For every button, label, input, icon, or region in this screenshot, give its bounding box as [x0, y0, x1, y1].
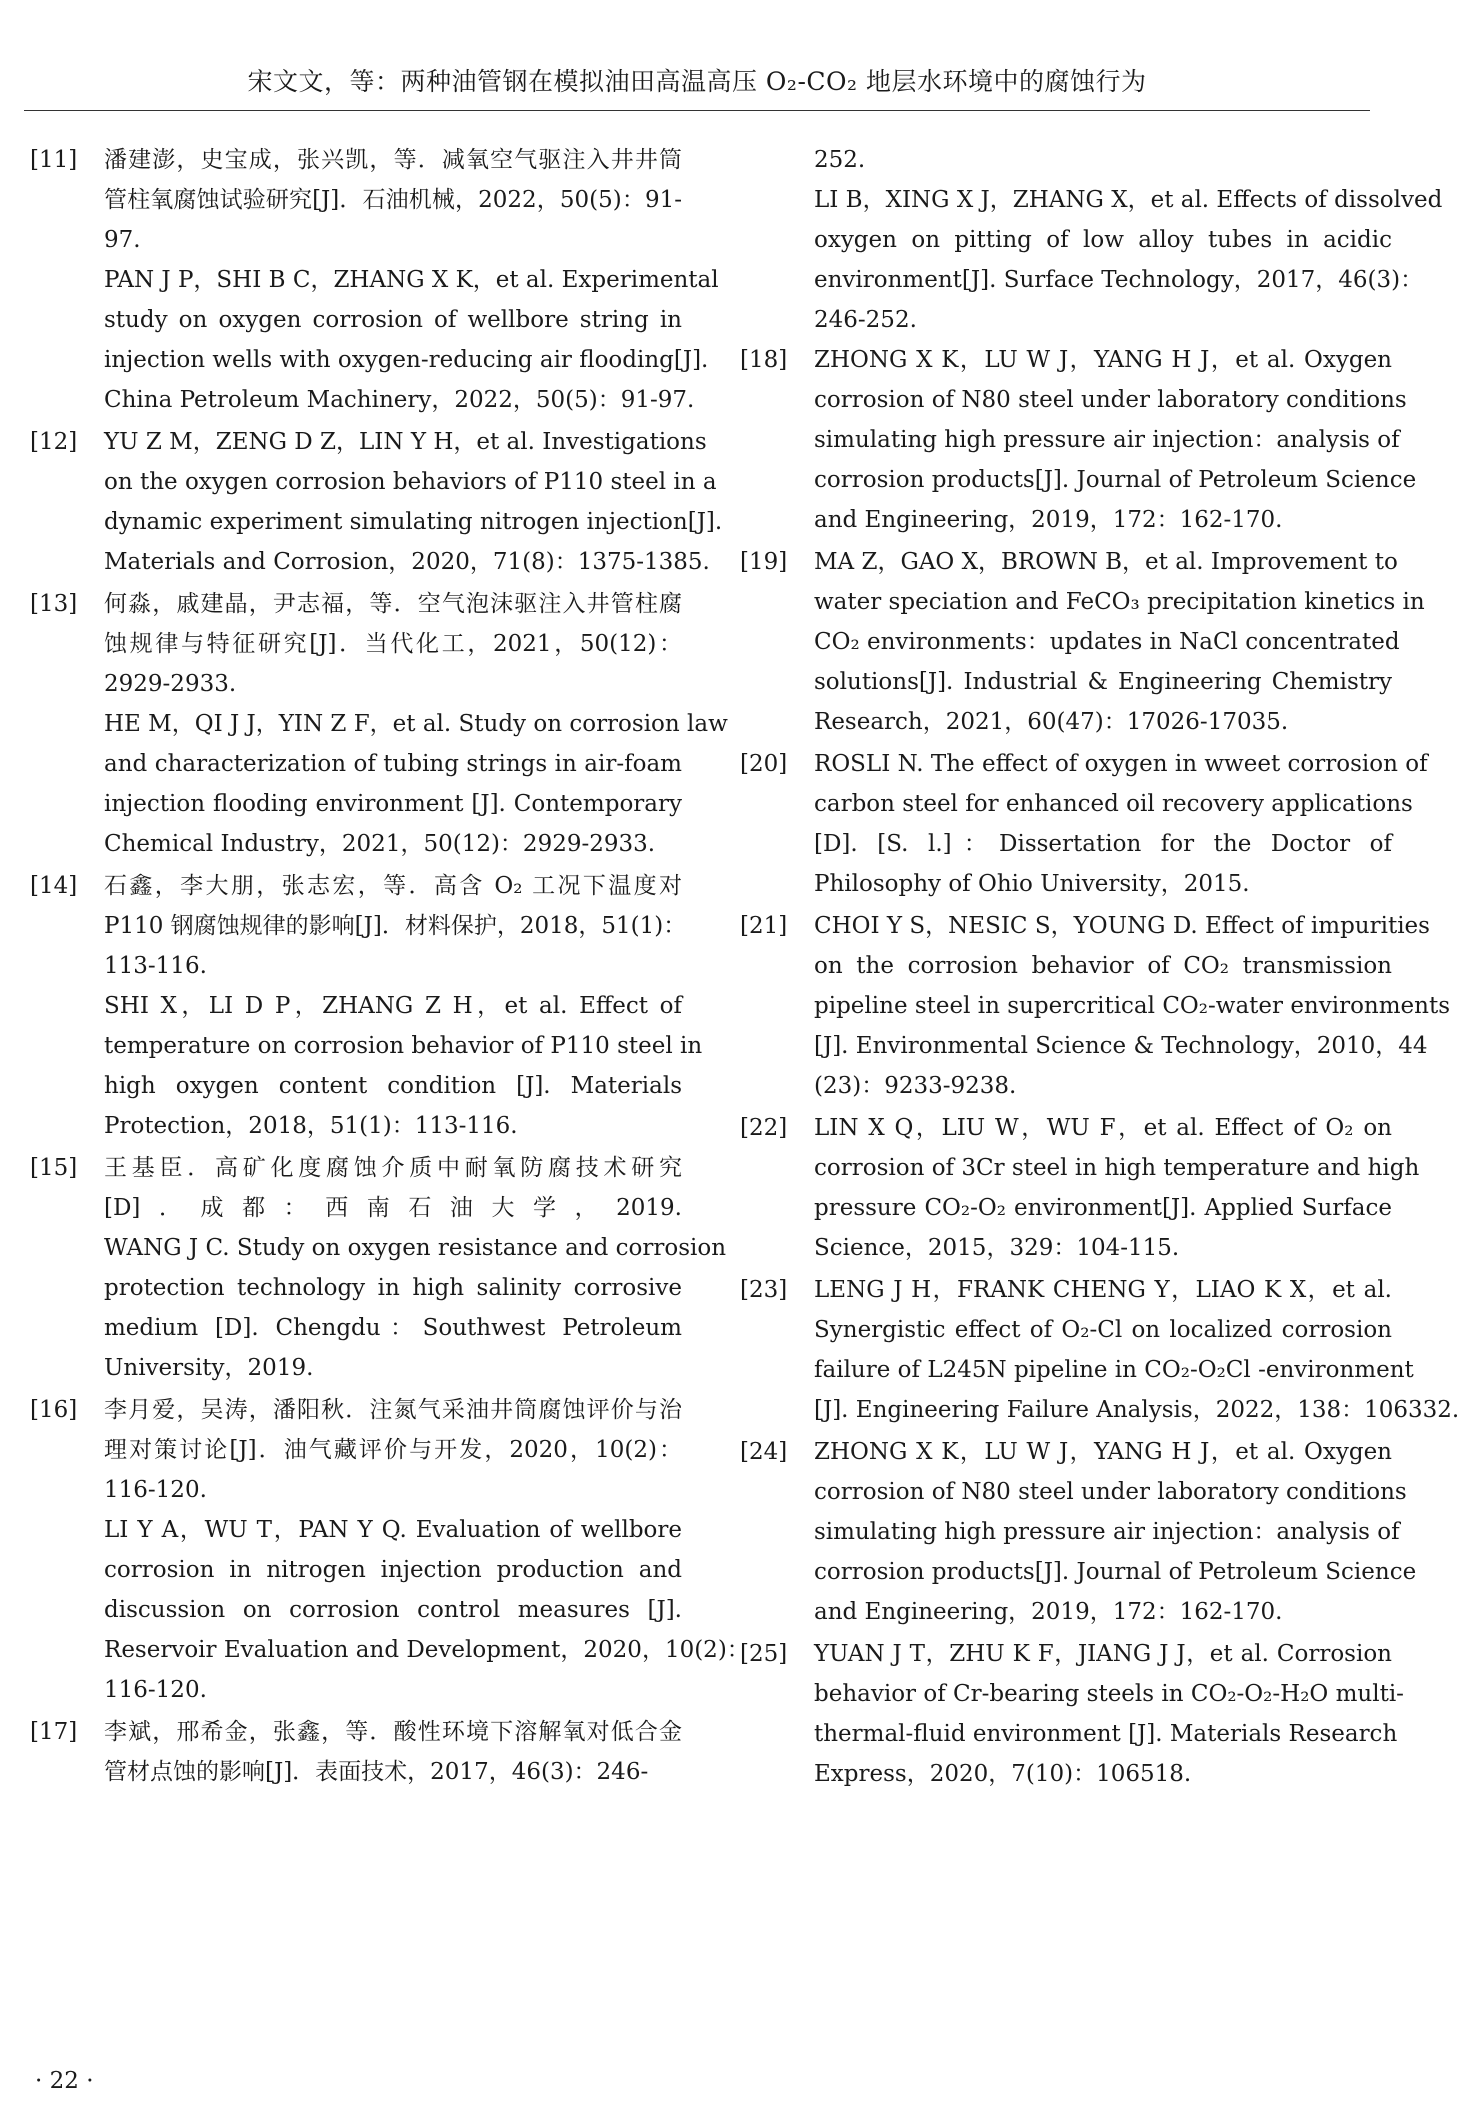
reference-line: pressure CO₂-O₂ environment[J]. Applied Surface: [814, 1195, 1392, 1221]
reference-number: [19]: [740, 549, 788, 575]
reference-line: ZHONG X K，LU W J，YANG H J，et al. Oxygen: [814, 347, 1392, 373]
reference-line: discussion on corrosion control measures [J].: [104, 1597, 682, 1623]
reference-line: ZHONG X K，LU W J，YANG H J，et al. Oxygen: [814, 1439, 1392, 1465]
reference-line: simulating high pressure air injection：analysis of: [814, 1519, 1400, 1545]
reference-line: 李斌，邢希金，张鑫，等．酸性环境下溶解氧对低合金: [104, 1719, 682, 1745]
reference-number: [20]: [740, 751, 788, 777]
reference-line: P110 钢腐蚀规律的影响[J]．材料保护，2018，51(1)：: [104, 913, 687, 939]
reference-line: 理对策讨论[J]．油气藏评价与开发，2020，10(2)：: [104, 1437, 682, 1463]
reference-text: [814, 542, 1425, 742]
reference-line: MA Z，GAO X，BROWN B，et al. Improvement to: [814, 549, 1398, 575]
reference-line: on the oxygen corrosion behaviors of P110 steel in a: [104, 469, 717, 495]
reference-text: [814, 1108, 1420, 1268]
reference-number: [25]: [740, 1641, 788, 1667]
reference-line: (23)：9233-9238.: [814, 1073, 1017, 1099]
reference-line: 116-120.: [104, 1677, 207, 1703]
reference-line: corrosion of N80 steel under laboratory conditions: [814, 1479, 1407, 1505]
reference-line: corrosion of N80 steel under laboratory conditions: [814, 387, 1407, 413]
reference-line: HE M，QI J J，YIN Z F，et al. Study on corrosion law: [104, 711, 728, 737]
reference-line: 潘建澎，史宝成，张兴凯，等．减氧空气驱注入井井筒: [104, 147, 682, 173]
reference-line: behavior of Cr-bearing steels in CO₂-O₂-H₂O multi-: [814, 1681, 1404, 1707]
reference-line: injection wells with oxygen-reducing air flooding[J].: [104, 347, 709, 373]
reference-entry: [30, 866, 703, 1146]
reference-line: water speciation and FeCO₃ precipitation kinetics in: [814, 589, 1425, 615]
reference-line: and Engineering，2019，172：162-170.: [814, 507, 1283, 533]
references-left-column: [30, 140, 750, 1794]
reference-line: environment[J]. Surface Technology，2017，46(3)：: [814, 267, 1424, 293]
reference-line: simulating high pressure air injection：analysis of: [814, 427, 1400, 453]
reference-text: [814, 340, 1417, 540]
reference-line: University，2019.: [104, 1355, 314, 1381]
reference-entry: [30, 1390, 750, 1710]
reference-line: high oxygen content condition [J]. Materials: [104, 1073, 682, 1099]
reference-text: [814, 906, 1451, 1106]
reference-text: [104, 140, 719, 420]
reference-entry: [740, 1270, 1459, 1430]
reference-entry: [740, 1108, 1420, 1268]
reference-text: [104, 422, 723, 582]
reference-number: [16]: [30, 1397, 78, 1423]
reference-line: SHI X，LI D P，ZHANG Z H，et al. Effect of: [104, 993, 682, 1019]
reference-line: on the corrosion behavior of CO₂ transmission: [814, 953, 1392, 979]
reference-entry: [30, 140, 719, 420]
reference-number: [17]: [30, 1719, 78, 1745]
reference-number: [13]: [30, 591, 78, 617]
reference-line: 252.: [814, 147, 866, 173]
reference-line: 97.: [104, 227, 141, 253]
reference-number: [18]: [740, 347, 788, 373]
reference-line: China Petroleum Machinery，2022，50(5)：91-97.: [104, 387, 695, 413]
reference-line: corrosion in nitrogen injection production and: [104, 1557, 682, 1583]
reference-line: 李月爱，吴涛，潘阳秋．注氮气采油井筒腐蚀评价与治: [104, 1397, 682, 1423]
reference-line: corrosion products[J]. Journal of Petroleum Science: [814, 467, 1417, 493]
reference-line: 2929-2933.: [104, 671, 237, 697]
reference-number: [23]: [740, 1277, 788, 1303]
reference-line: corrosion products[J]. Journal of Petroleum Science: [814, 1559, 1417, 1585]
references-right-column: [740, 140, 1459, 1796]
reference-line: corrosion of 3Cr steel in high temperature and high: [814, 1155, 1420, 1181]
reference-line: temperature on corrosion behavior of P110 steel in: [104, 1033, 703, 1059]
reference-line: LI B，XING X J，ZHANG X，et al. Effects of dissolved: [814, 187, 1443, 213]
reference-number: [21]: [740, 913, 788, 939]
reference-line: 管材点蚀的影响[J]．表面技术，2017，46(3)：246-: [104, 1759, 649, 1785]
reference-text: [814, 1634, 1404, 1794]
running-header: 宋文文，等：两种油管钢在模拟油田高温高压 O₂-CO₂ 地层水环境中的腐蚀行为: [247, 67, 1147, 96]
reference-entry: [740, 1432, 1417, 1632]
reference-line: dynamic experiment simulating nitrogen injection[J].: [104, 509, 723, 535]
reference-number: [22]: [740, 1115, 788, 1141]
reference-entry: [740, 340, 1417, 540]
reference-line: CO₂ environments：updates in NaCl concentrated: [814, 629, 1400, 655]
reference-line: 石鑫，李大朋，张志宏，等．高含 O₂ 工况下温度对: [104, 873, 682, 899]
reference-line: 管柱氧腐蚀试验研究[J]．石油机械，2022，50(5)：91-: [104, 187, 682, 213]
reference-entry: [740, 906, 1451, 1106]
reference-line: study on oxygen corrosion of wellbore string in: [104, 307, 682, 333]
reference-line: solutions[J]. Industrial & Engineering Chemistry: [814, 669, 1392, 695]
reference-entry: [740, 542, 1425, 742]
reference-number: [24]: [740, 1439, 788, 1465]
reference-line: 王基臣．高矿化度腐蚀介质中耐氧防腐技术研究: [104, 1155, 682, 1181]
reference-entry: [740, 744, 1428, 904]
reference-entry: [30, 584, 728, 864]
reference-number: [14]: [30, 873, 78, 899]
reference-line: [J]. Environmental Science & Technology，2010，44: [814, 1033, 1428, 1059]
reference-line: and Engineering，2019，172：162-170.: [814, 1599, 1283, 1625]
reference-line: thermal-fluid environment [J]. Materials Research: [814, 1721, 1398, 1747]
reference-line: 何淼，戚建晶，尹志福，等．空气泡沫驱注入井管柱腐: [104, 591, 682, 617]
reference-text: [104, 584, 728, 864]
reference-continuation: [814, 140, 1443, 340]
reference-line: Express，2020，7(10)：106518.: [814, 1761, 1192, 1787]
reference-line: and characterization of tubing strings in air-foam: [104, 751, 682, 777]
reference-line: carbon steel for enhanced oil recovery applications: [814, 791, 1413, 817]
reference-line: Protection，2018，51(1)：113-116.: [104, 1113, 518, 1139]
reference-number: [15]: [30, 1155, 78, 1181]
reference-line: Reservoir Evaluation and Development，2020，10(2)：: [104, 1637, 750, 1663]
reference-line: 113-116.: [104, 953, 207, 979]
reference-line: failure of L245N pipeline in CO₂-O₂Cl -environment: [814, 1357, 1414, 1383]
reference-entry: [30, 422, 723, 582]
header-rule: [24, 110, 1370, 111]
reference-line: Science，2015，329：104-115.: [814, 1235, 1180, 1261]
reference-line: 116-120.: [104, 1477, 207, 1503]
reference-line: ROSLI N. The effect of oxygen in wweet corrosion of: [814, 751, 1428, 777]
reference-text: [814, 744, 1428, 904]
page-number: · 22 ·: [35, 2068, 94, 2094]
reference-line: protection technology in high salinity corrosive: [104, 1275, 682, 1301]
reference-line: medium [D]. Chengdu：Southwest Petroleum: [104, 1315, 682, 1341]
reference-entry: [30, 1148, 727, 1388]
reference-line: Materials and Corrosion，2020，71(8)：1375-1385.: [104, 549, 710, 575]
reference-number: [11]: [30, 147, 78, 173]
reference-entry: [30, 1712, 682, 1792]
reference-line: [J]. Engineering Failure Analysis，2022，138：106332.: [814, 1397, 1459, 1423]
reference-line: 246-252.: [814, 307, 917, 333]
reference-text: [814, 1432, 1417, 1632]
reference-line: CHOI Y S，NESIC S，YOUNG D. Effect of impurities: [814, 913, 1430, 939]
reference-line: YUAN J T，ZHU K F，JIANG J J，et al. Corrosion: [814, 1641, 1392, 1667]
reference-text: [104, 1148, 727, 1388]
reference-line: pipeline steel in supercritical CO₂-water environments: [814, 993, 1451, 1019]
reference-line: oxygen on pitting of low alloy tubes in acidic: [814, 227, 1392, 253]
reference-entry: [740, 1634, 1404, 1794]
reference-line: 蚀规律与特征研究[J]．当代化工，2021，50(12)：: [104, 631, 682, 657]
reference-line: Research，2021，60(47)：17026-17035.: [814, 709, 1289, 735]
reference-line: WANG J C. Study on oxygen resistance and corrosion: [104, 1235, 727, 1261]
reference-line: LENG J H，FRANK CHENG Y，LIAO K X，et al.: [814, 1277, 1392, 1303]
reference-line: [D]．成都：西南石油大学，2019.: [104, 1195, 682, 1221]
reference-number: [12]: [30, 429, 78, 455]
reference-text: [104, 866, 703, 1146]
reference-line: YU Z M，ZENG D Z，LIN Y H，et al. Investigations: [104, 429, 707, 455]
reference-line: LI Y A，WU T，PAN Y Q. Evaluation of wellbore: [104, 1517, 682, 1543]
reference-line: LIN X Q，LIU W，WU F，et al. Effect of O₂ on: [814, 1115, 1392, 1141]
reference-text: [814, 1270, 1459, 1430]
reference-line: PAN J P，SHI B C，ZHANG X K，et al. Experimental: [104, 267, 719, 293]
reference-line: injection flooding environment [J]. Contemporary: [104, 791, 682, 817]
reference-text: [104, 1390, 750, 1710]
reference-line: Synergistic effect of O₂-Cl on localized corrosion: [814, 1317, 1392, 1343]
reference-text: [104, 1712, 682, 1792]
reference-line: Philosophy of Ohio University，2015.: [814, 871, 1250, 897]
reference-line: Chemical Industry，2021，50(12)：2929-2933.: [104, 831, 656, 857]
reference-line: [D]. [S. l.]：Dissertation for the Doctor of: [814, 831, 1392, 857]
